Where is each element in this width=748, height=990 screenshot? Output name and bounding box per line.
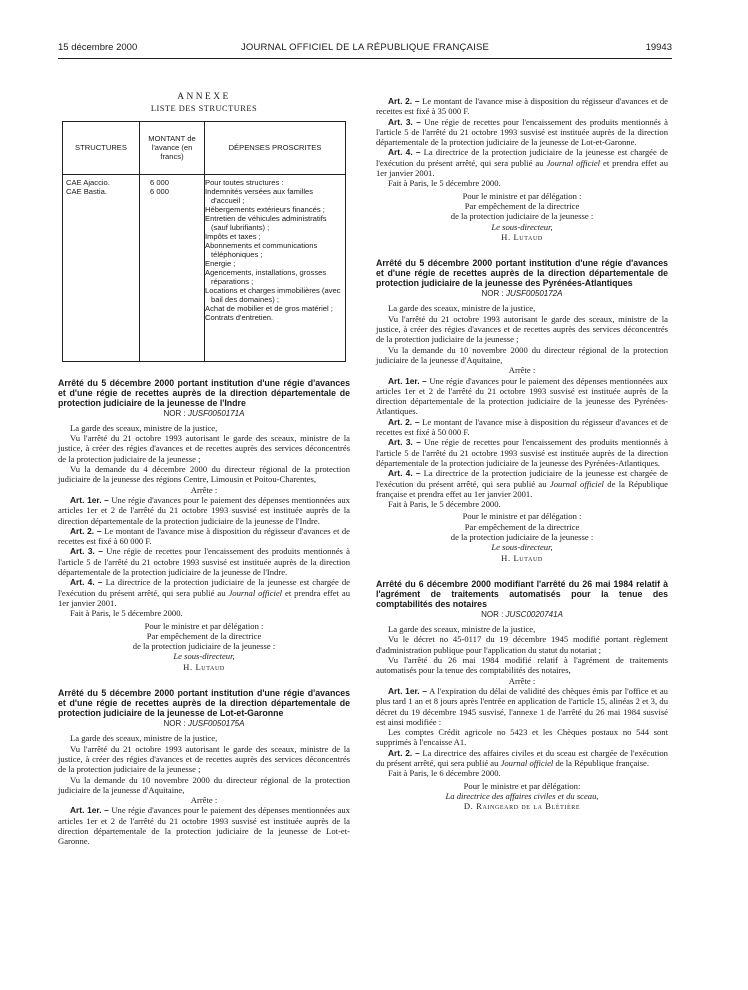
depense-item: Pour toutes structures : <box>205 177 284 187</box>
signature-line: Le sous-directeur, <box>173 651 235 662</box>
paragraph: Vu l'arrêté du 26 mai 1984 modifié relatif à l'agrément de traitements automatisés pour la tenue des comptabilités des notaires, <box>376 655 668 676</box>
arrete-lot-title: Arrêté du 5 décembre 2000 portant institution d'une régie d'avances et d'une régie de recettes auprès de la direction départementale de protection judiciaire de la jeunesse de Lot-et-Garonne <box>58 688 350 719</box>
annexe-table <box>62 121 346 362</box>
article-label: Art. 3. – <box>70 546 103 557</box>
structures-cell <box>63 174 140 361</box>
arrete-label: Arrête : <box>508 365 536 376</box>
montants-cell <box>140 174 205 361</box>
article <box>376 468 668 499</box>
article-text: Le montant de l'avance mise à disposition du régisseur d'avances et de recettes est fixé à 50 000 F. <box>376 416 668 438</box>
article <box>376 96 668 117</box>
journal-officiel: Journal officiel <box>500 758 554 769</box>
article <box>376 437 668 468</box>
signature-line: de la protection judiciaire de la jeunesse : <box>450 211 594 222</box>
article <box>376 376 668 417</box>
page-header <box>58 42 672 56</box>
signature-line: Par empêchement de la directrice <box>464 521 580 532</box>
arrete-label: Arrête : <box>190 795 218 806</box>
header-journal-title: JOURNAL OFFICIEL DE LA RÉPUBLIQUE FRANÇAISE <box>240 42 490 53</box>
paragraph: Les comptes Crédit agricole no 5423 et les Chèques postaux no 544 sont supprimés à l'encaisse A1. <box>376 727 668 748</box>
paragraph: Vu la demande du 10 novembre 2000 du directeur régional de la protection judiciaire de la jeunesse d'Aquitaine, <box>58 774 350 795</box>
col-header-montant: MONTANT de l'avance (en francs) <box>140 121 205 174</box>
article-label: Art. 1er. – <box>388 375 427 386</box>
montant-item: 6 000 <box>150 186 170 196</box>
article-text: de la République française. <box>553 758 649 769</box>
article-label: Art. 4. – <box>388 147 421 158</box>
signature-line: Pour le ministre et par délégation : <box>144 620 264 631</box>
paragraph: La garde des sceaux, ministre de la justice, <box>70 733 218 744</box>
signatory-name: D. Raingeard de la Blétière <box>463 801 581 812</box>
signature-block <box>376 781 668 812</box>
depense-item: Entretien de véhicules administratifs (sauf lubrifiants) ; <box>205 213 327 232</box>
arrete-pyrenees-nor <box>376 289 668 299</box>
signature-line: Pour le ministre et par délégation: <box>463 780 581 791</box>
paragraph: Vu l'arrêté du 21 octobre 1993 autorisant le garde des sceaux, ministre de la justice, à créer des régies d'avances et de recettes auprès des services déconcentrés de la protection judiciaire de la jeunesse ; <box>58 433 350 464</box>
article <box>58 526 350 547</box>
header-page-number: 19943 <box>645 42 672 53</box>
arrete-indre-nor <box>58 409 350 419</box>
depense-item: Indemnités versées aux familles d'accueil ; <box>205 186 314 205</box>
signature-line: Pour le ministre et par délégation : <box>462 190 582 201</box>
fait-a-paris: Fait à Paris, le 5 décembre 2000. <box>388 178 501 189</box>
paragraph: Vu le décret no 45-0117 du 19 décembre 1945 modifié portant règlement d'administration publique pour l'application du statut du notariat ; <box>376 634 668 655</box>
article-text: Une régie de recettes pour l'encaissement des produits mentionnés à l'article 5 de l'arrêté du 21 octobre 1993 susvisé est instituée auprès de la direction départementale de la protection judiciaire de la jeunesse de Lot-et-Garonne. <box>376 116 668 148</box>
paragraph: La garde des sceaux, ministre de la justice, <box>388 303 536 314</box>
depense-item: Agencements, installations, grosses réparations ; <box>205 267 327 286</box>
col-header-depenses: DÉPENSES PROSCRITES <box>205 121 346 174</box>
nor-label: NOR : <box>481 609 504 619</box>
article <box>376 686 668 727</box>
article-label: Art. 2. – <box>388 96 420 106</box>
signature-block <box>58 621 350 672</box>
journal-officiel: Journal officiel <box>546 157 601 168</box>
arrete-lot-nor <box>58 719 350 729</box>
article-text: La directrice de la protection judiciaire de la jeunesse est chargée de l'exécution du présent arrêté, qui sera publié au <box>58 577 350 598</box>
signature-block <box>376 191 668 242</box>
nor-code: JUSF0050172A <box>505 289 563 299</box>
article-text: Une régie d'avances pour le paiement des dépenses mentionnées aux articles 1er et 2 de l'arrêté du 21 octobre 1993 susvisé est instituée auprès de la direction départementale de la protection judiciaire de la jeunesse des Pyrénées-Atlantiques. <box>376 375 668 417</box>
arrete-pyrenees-title: Arrêté du 5 décembre 2000 portant institution d'une régie d'avances et d'une régie de recettes auprès de la direction départementale de protection judiciaire de la jeunesse des Pyrénées-Atlantiques <box>376 258 668 289</box>
signature-line: Pour le ministre et par délégation : <box>462 511 582 522</box>
article <box>58 546 350 577</box>
article-label: Art. 2. – <box>70 525 102 536</box>
nor-label: NOR : <box>481 289 504 299</box>
article-text: La directrice des affaires civiles et du sceau est chargée de l'exécution du présent arrêté, qui sera publié au <box>376 747 668 769</box>
article-label: Art. 4. – <box>70 577 103 588</box>
header-rule <box>58 58 672 59</box>
article <box>376 117 668 148</box>
signature-line: Le sous-directeur, <box>491 542 553 553</box>
arrete-label: Arrête : <box>190 484 218 495</box>
annexe-title: ANNEXE <box>177 92 231 102</box>
article <box>58 495 350 526</box>
fait-a-paris: Fait à Paris, le 5 décembre 2000. <box>388 499 501 510</box>
signatory-name: H. Lutaud <box>501 231 543 242</box>
depense-item: Contrats d'entretien. <box>205 312 274 322</box>
signature-line: de la protection judiciaire de la jeunesse : <box>132 641 276 652</box>
article-text: Une régie de recettes pour l'encaissement des produits mentionnés à l'article 5 de l'arrêté du 21 octobre 1993 susvisé est instituée auprès de la direction départementale de la protection judiciaire de la jeunesse des Pyrénées-Atlantiques. <box>376 437 668 468</box>
depenses-cell <box>205 174 346 361</box>
nor-label: NOR : <box>163 408 186 418</box>
arrete-notaires-nor <box>376 610 668 620</box>
signatory-name: H. Lutaud <box>501 552 543 563</box>
depense-item: Energie ; <box>205 258 236 268</box>
fait-a-paris: Fait à Paris, le 6 décembre 2000. <box>388 768 501 779</box>
article-text: de la République française et prendra effet au 1er janvier 2001. <box>376 478 668 499</box>
signature-line: Le sous-directeur, <box>491 221 553 232</box>
paragraph: Vu la demande du 10 novembre 2000 du directeur régional de la protection judiciaire de la jeunesse d'Aquitaine, <box>376 344 668 365</box>
signature-block <box>376 511 668 562</box>
depense-item: Impôts et taxes ; <box>205 231 261 241</box>
nor-code: JUSC0020741A <box>505 609 563 619</box>
montant-item: 6 000 <box>150 177 170 187</box>
article-label: Art. 1er. – <box>388 685 427 696</box>
paragraph: Vu l'arrêté du 21 octobre 1993 autorisant le garde des sceaux, ministre de la justice, à créer des régies d'avances et de recettes auprès des services déconcentrés de la protection judiciaire de la jeunesse ; <box>376 313 668 345</box>
article-label: Art. 2. – <box>388 416 420 427</box>
structure-item: CAE Ajaccio. <box>66 177 110 187</box>
depense-item: Hébergements extérieurs financés ; <box>205 204 325 214</box>
article-label: Art. 3. – <box>388 437 421 448</box>
header-date: 15 décembre 2000 <box>58 42 138 53</box>
article-text: Le montant de l'avance mise à disposition du régisseur d'avances et de recettes est fixé à 60 000 F. <box>58 525 350 547</box>
article-text: Une régie d'avances pour le paiement des dépenses mentionnées aux articles 1er et 2 de l'arrêté du 21 octobre 1993 susvisé est instituée auprès de la direction départementale de la protection judiciaire de la jeunesse de l'Indre. <box>58 494 350 526</box>
article-text: La directrice de la protection judiciaire de la jeunesse est chargée de l'exécution du présent arrêté, qui sera publié au <box>376 468 668 489</box>
article <box>58 805 350 846</box>
annexe-subtitle: LISTE DES STRUCTURES <box>150 104 258 114</box>
depense-item: Achat de mobilier et de gros matériel ; <box>205 303 333 313</box>
left-column <box>58 92 350 847</box>
article-label: Art. 2. – <box>388 747 420 758</box>
article-text: et prendra effet au 1er janvier 2001. <box>58 587 350 608</box>
article <box>376 417 668 438</box>
col-header-structures: STRUCTURES <box>63 121 140 174</box>
article-text: et prendra effet au 1er janvier 2001. <box>376 157 668 179</box>
nor-code: JUSF0050175A <box>187 719 245 729</box>
right-column <box>376 96 668 812</box>
journal-officiel: Journal officiel <box>228 587 283 598</box>
article-text: A l'expiration du délai de validité des chèques émis par l'office et au plus tard 1 an et 8 jours après l'entrée en application de l'article 15, alinéas 2 et 3, du décret du 19 décembre 1945 susvisé, l'annexe 1 de l'arrêté du 26 mai 1984 susvisé est ainsi modifiée : <box>376 685 668 727</box>
article-text: Une régie de recettes pour l'encaissement des produits mentionnés à l'article 5 de l'arrêté du 21 octobre 1993 susvisé est instituée auprès de la direction départementale de la protection judiciaire de la jeunesse de l'Indre. <box>58 546 350 578</box>
depense-item: Locations et charges immobilières (avec bail des domaines) ; <box>205 285 341 304</box>
signatory-name: H. Lutaud <box>183 661 225 672</box>
article <box>376 748 668 769</box>
article-text: Une régie d'avances pour le paiement des dépenses mentionnées aux articles 1er et 2 de l'arrêté du 21 octobre 1993 susvisé est instituée auprès de la direction départementale de la protection judiciaire de la jeunesse de Lot-et-Garonne. <box>58 805 350 847</box>
article-text: Le montant de l'avance mise à disposition du régisseur d'avances et de recettes est fixé à 35 000 F. <box>376 96 668 117</box>
signature-line: Par empêchement de la directrice <box>146 630 262 641</box>
structure-item: CAE Bastia. <box>66 186 107 196</box>
article-label: Art. 3. – <box>388 116 421 127</box>
article-text: La directrice de la protection judiciaire de la jeunesse est chargée de l'exécution du présent arrêté, qui sera publié au <box>376 147 668 168</box>
paragraph: La garde des sceaux, ministre de la justice, <box>70 422 218 433</box>
signature-line: de la protection judiciaire de la jeunesse : <box>450 531 594 542</box>
nor-label: NOR : <box>163 719 186 729</box>
journal-officiel: Journal officiel <box>549 478 604 489</box>
paragraph: Vu l'arrêté du 21 octobre 1993 autorisant le garde des sceaux, ministre de la justice, à créer des régies d'avances et de recettes auprès des services déconcentrés de la protection judiciaire de la jeunesse ; <box>58 743 350 775</box>
article <box>58 577 350 608</box>
article-label: Art. 1er. – <box>70 805 109 816</box>
article <box>376 147 668 178</box>
paragraph: Vu la demande du 4 décembre 2000 du directeur régional de la protection judiciaire de la jeunesse des régions Centre, Limousin et Poitou-Charentes, <box>58 464 350 485</box>
nor-code: JUSF0050171A <box>187 408 245 418</box>
article-label: Art. 4. – <box>388 468 421 479</box>
depense-item: Abonnements et communications téléphoniques ; <box>205 240 318 259</box>
fait-a-paris: Fait à Paris, le 5 décembre 2000. <box>70 608 183 619</box>
arrete-label: Arrête : <box>508 675 536 686</box>
signature-line: La directrice des affaires civiles et du sceau, <box>445 790 599 801</box>
article-label: Art. 1er. – <box>70 494 109 505</box>
arrete-notaires-title: Arrêté du 6 décembre 2000 modifiant l'arrêté du 26 mai 1984 relatif à l'agrément de traitements automatisés pour la tenue des comptabilités des notaires <box>376 578 668 609</box>
signature-line: Par empêchement de la directrice <box>464 200 580 211</box>
paragraph: La garde des sceaux, ministre de la justice, <box>388 624 536 635</box>
arrete-indre-title: Arrêté du 5 décembre 2000 portant institution d'une régie d'avances et d'une régie de recettes auprès de la direction départementale de protection judiciaire de la jeunesse de l'Indre <box>58 377 350 408</box>
